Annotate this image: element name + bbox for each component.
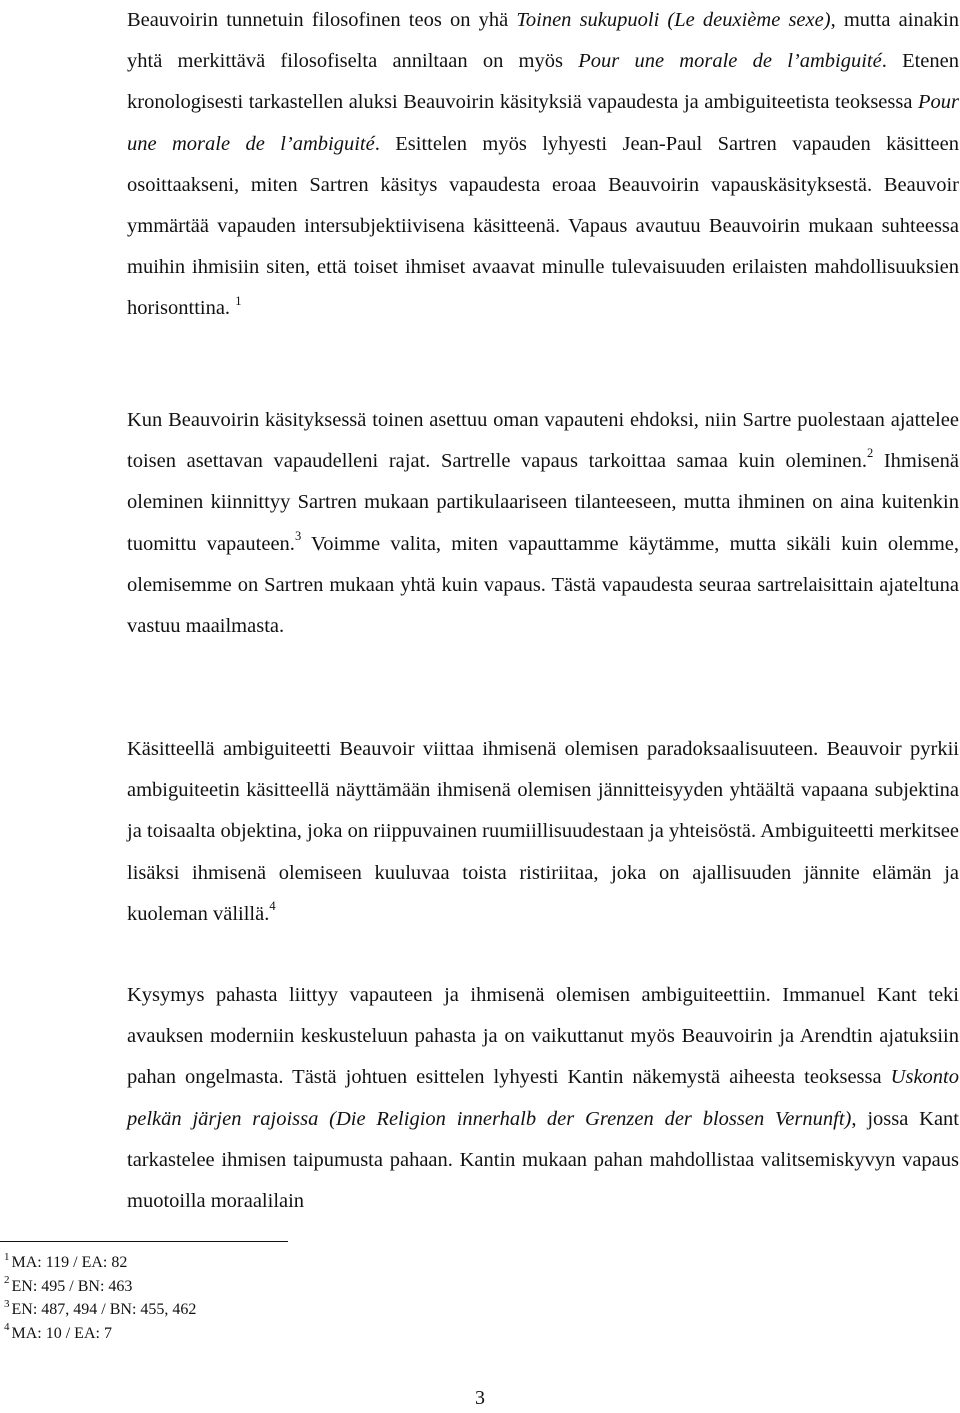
text-run: , jossa Kant tarkastelee ihmisen taipumusta pahaan. Kantin mukaan pahan mahdollistaa valitsemiskyvyn vapaus muotoilla moraalilain: [127, 1107, 959, 1213]
text-run: Beauvoirin tunnetuin filosofinen teos on yhä: [127, 9, 517, 31]
footnote-2: [4, 1275, 196, 1299]
footnote-number: 4: [4, 1321, 10, 1334]
italic-title: Pour une morale de l’ambiguité: [578, 50, 882, 73]
footnote-text: MA: 119 / EA: 82: [11, 1254, 128, 1271]
text-run: . Esittelen myös lyhyesti Jean-Paul Sartren vapauden käsitteen osoittaakseni, miten Sartren käsitys vapaudesta eroaa Beauvoirin vapauskäsityksestä. Beauvoir ymmärtää vapauden intersubjektiivisena käsitteenä. Vapaus avautuu Beauvoirin mukaan suhteessa muihin ihmisiin siten, että toiset ihmiset avaavat minulle tulevaisuuden erilaisten mahdollisuuksien horisonttina.: [127, 132, 959, 320]
italic-title: Uskonto pelkän järjen rajoissa (Die Religion innerhalb der Grenzen der blossen Vernunft): [127, 1066, 959, 1130]
footnote-number: 3: [4, 1297, 10, 1310]
italic-title: Toinen sukupuoli (Le deuxième sexe): [516, 9, 831, 31]
page-number: 3: [475, 1387, 485, 1409]
footnote-reference: 2: [866, 446, 874, 461]
footnote-number: 2: [4, 1274, 10, 1287]
footnote-4: [4, 1322, 196, 1346]
footnote-text: EN: 487, 494 / BN: 455, 462: [11, 1301, 197, 1318]
footnote-3: [4, 1298, 196, 1322]
footnote-reference: 4: [269, 898, 276, 913]
text-run: Ihmisenä oleminen kiinnittyy Sartren mukaan partikulaariseen tilanteeseen, mutta ihminen on aina kuitenkin tuomittu vapauteen.: [127, 450, 959, 555]
footnotes: [4, 1251, 196, 1345]
text-run: , mutta ainakin yhtä merkittävä filosofiselta anniltaan on myös: [127, 9, 960, 73]
paragraph-4: [127, 975, 959, 1222]
footnote-reference: 3: [294, 528, 302, 543]
text-run: Kun Beauvoirin käsityksessä toinen asettuu oman vapauteni ehdoksi, niin Sartre puolestaan ajattelee toisen asettavan vapaudelleni rajat. Sartrelle vapaus tarkoittaa samaa kuin oleminen.: [127, 409, 959, 473]
paragraph-2: [127, 400, 959, 647]
footnote-number: 1: [4, 1250, 10, 1263]
footnote-text: MA: 10 / EA: 7: [11, 1324, 112, 1342]
text-run: . Etenen kronologisesti tarkastellen aluksi Beauvoirin käsityksiä vapaudesta ja ambiguiteetista teoksessa: [127, 50, 959, 114]
text-run: Kysymys pahasta liittyy vapauteen ja ihmisenä olemisen ambiguiteettiin. Immanuel Kant teki avauksen moderniin keskusteluun pahasta ja on vaikuttanut myös Beauvoirin ja Arendtin ajatuksiin pahan ongelmasta. Tästä johtuen esittelen lyhyesti Kantin näkemystä aiheesta teoksessa: [127, 984, 959, 1089]
footnote-text: EN: 495 / BN: 463: [11, 1277, 133, 1295]
paragraph-1: [127, 0, 959, 330]
footnote-1: [4, 1251, 196, 1275]
text-run: Voimme valita, miten vapauttamme käytämme, mutta sikäli kuin olemme, olemisemme on Sartren mukaan yhtä kuin vapaus. Tästä vapaudesta seuraa sartrelaisittain ajateltuna vastuu maailmasta.: [127, 532, 959, 638]
footnote-reference: 1: [235, 293, 242, 308]
italic-title: Pour une morale de l’ambiguité: [127, 91, 959, 155]
text-run: Käsitteellä ambiguiteetti Beauvoir viittaa ihmisenä olemisen paradoksaalisuuteen. Beauvoir pyrkii ambiguiteetin käsitteellä näyttämään ihmisenä olemisen jännitteisyyden yhtäältä vapaana subjektina ja toisaalta objektina, joka on riippuvainen ruumiillisuudestaan ja yhteisöstä. Ambiguiteetti merkitsee lisäksi ihmisenä olemiseen kuuluvaa toista ristiriitaa, joka on ajallisuuden jännite elämän ja kuoleman välillä.: [127, 738, 959, 925]
paragraph-3: [127, 729, 959, 935]
footnote-separator: [0, 1241, 288, 1242]
